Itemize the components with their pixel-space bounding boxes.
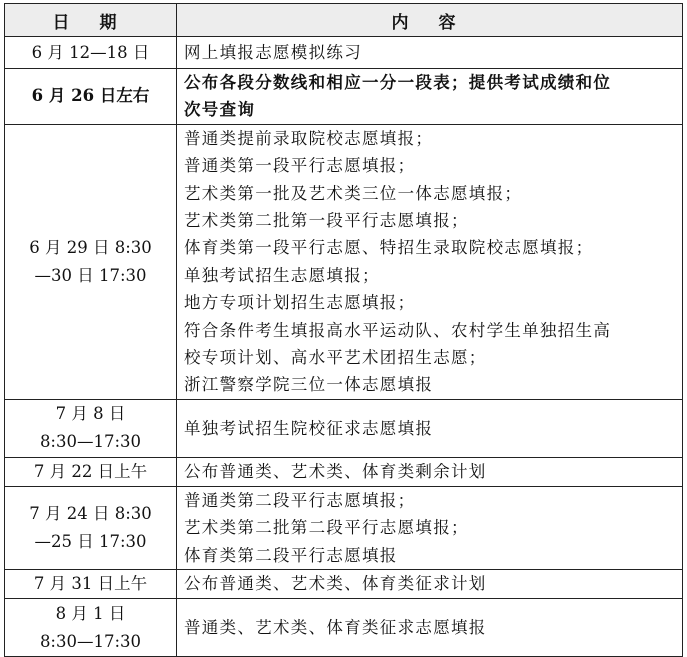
date-cell	[5, 486, 177, 569]
content-column-header: 内 容	[177, 4, 683, 37]
content-line: 校专项计划、高水平艺术团招生志愿；	[184, 348, 487, 368]
content-line: 公布普通类、艺术类、体育类剩余计划	[184, 462, 487, 482]
table-row	[5, 399, 683, 457]
date-cell	[5, 570, 177, 599]
date-cell	[5, 599, 177, 657]
date-cell	[5, 457, 177, 486]
date-text: 7 月 8 日	[55, 404, 126, 424]
date-text: 7 月 24 日 8:30	[29, 503, 152, 523]
content-line: 公布各段分数线和相应一分一段表；提供考试成绩和位	[184, 73, 612, 92]
content-cell	[177, 37, 683, 69]
content-line: 普通类第二段平行志愿填报；	[184, 490, 416, 510]
content-cell	[177, 570, 683, 599]
table-row	[5, 124, 683, 399]
date-text: 7 月 22 日上午	[33, 461, 148, 481]
content-line: 地方专项计划招生志愿填报；	[184, 293, 416, 313]
admission-schedule-table	[4, 3, 683, 657]
date-text: 6 月 29 日 8:30	[29, 237, 152, 257]
date-text: 8:30—17:30	[39, 631, 142, 651]
date-column-header: 日 期	[5, 4, 177, 37]
table-row	[5, 599, 683, 657]
content-line: 普通类提前录取院校志愿填报；	[184, 128, 434, 148]
table-row	[5, 37, 683, 69]
schedule-body	[5, 37, 683, 657]
content-cell	[177, 69, 683, 125]
content-cell	[177, 124, 683, 399]
date-text: 6 月 26 日左右	[31, 86, 150, 106]
date-text: 6 月 12—18 日	[31, 42, 150, 62]
content-cell	[177, 486, 683, 569]
date-cell	[5, 37, 177, 69]
content-line: 艺术类第二批第二段平行志愿填报；	[184, 518, 469, 538]
table-row	[5, 570, 683, 599]
table-row	[5, 69, 683, 125]
content-line: 单独考试招生院校征求志愿填报	[184, 418, 434, 438]
content-line: 次号查询	[184, 100, 256, 120]
header-row	[5, 4, 683, 37]
content-cell	[177, 457, 683, 486]
date-cell	[5, 124, 177, 399]
content-line: 体育类第一段平行志愿、特招生录取院校志愿填报；	[184, 238, 594, 258]
date-cell	[5, 399, 177, 457]
content-line: 体育类第二段平行志愿填报	[184, 545, 398, 565]
date-text: 8 月 1 日	[55, 603, 126, 623]
content-line: 艺术类第一批及艺术类三位一体志愿填报；	[184, 183, 523, 203]
content-line: 浙江警察学院三位一体志愿填报	[184, 375, 434, 395]
date-text: 7 月 31 日上午	[33, 574, 148, 594]
content-line: 普通类第一段平行志愿填报；	[184, 156, 416, 176]
content-line: 网上填报志愿模拟练习	[184, 42, 362, 62]
date-text: —25 日 17:30	[34, 531, 147, 551]
date-cell	[5, 69, 177, 125]
date-text: 8:30—17:30	[39, 432, 142, 452]
date-text: —30 日 17:30	[34, 265, 147, 285]
schedule-table-container	[4, 3, 683, 657]
content-cell	[177, 399, 683, 457]
content-cell	[177, 599, 683, 657]
content-line: 普通类、艺术类、体育类征求志愿填报	[184, 617, 487, 637]
content-line: 单独考试招生志愿填报；	[184, 265, 380, 285]
table-row	[5, 457, 683, 486]
content-line: 符合条件考生填报高水平运动队、农村学生单独招生高	[184, 320, 612, 340]
table-row	[5, 486, 683, 569]
content-line: 公布普通类、艺术类、体育类征求计划	[184, 574, 487, 594]
content-line: 艺术类第二批第一段平行志愿填报；	[184, 211, 469, 231]
